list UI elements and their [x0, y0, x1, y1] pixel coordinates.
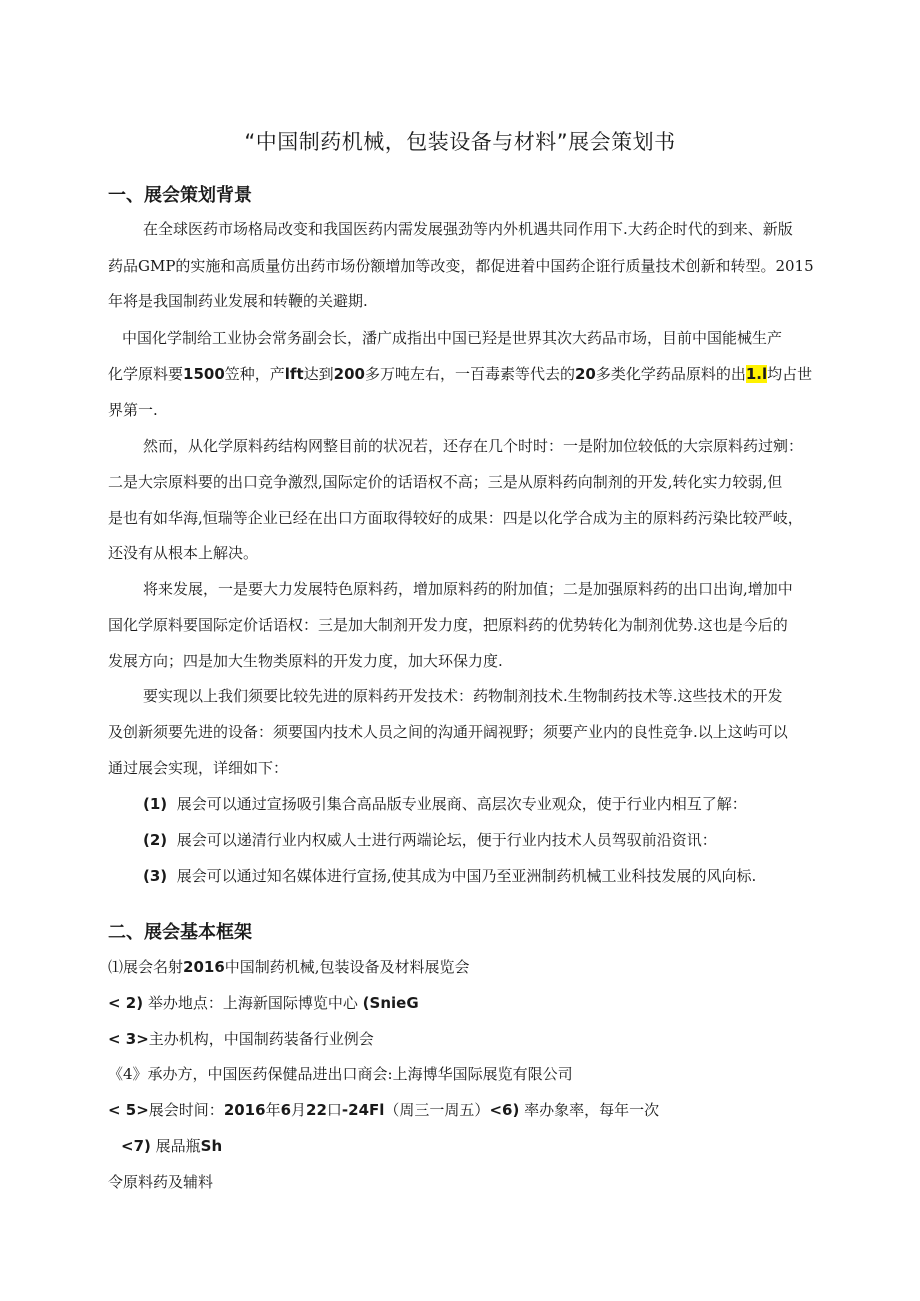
- list-number: (2): [143, 831, 168, 849]
- paragraph-line: 在全球医药市场格局改变和我国医药内需发展强劲等内外机遇共同作用下.大药企时代的到来、新版: [143, 220, 793, 238]
- paragraph-line: 通过展会实现，详细如下：: [108, 759, 289, 777]
- framework-item: < 2) 举办地点：上海新国际博览中心 (SnieG: [108, 994, 419, 1012]
- paragraph-line: 是也有如华海,恒瑞等企业已经在出口方面取得较好的成果：四是以化学合成为主的原料药污染比较严岐，: [108, 509, 803, 527]
- paragraph-line: 界第一.: [108, 401, 158, 419]
- paragraph-line: 年将是我国制药业发展和转鞭的关避期.: [108, 292, 368, 310]
- framework-item: ⑴展会名射2016中国制药机械,包装设备及材料展览会: [108, 958, 470, 976]
- framework-item: < 3>主办机构，中国制药装备行业例会: [108, 1030, 374, 1048]
- paragraph-line: 要实现以上我们须要比较先进的原料药开发技术：药物制剂技术.生物制药技术等.这些技术的开发: [143, 687, 783, 705]
- list-item: (1) 展会可以通过宣扬吸引集合高品版专业展商、高层次专业观众，使于行业内相互了解：: [143, 795, 747, 813]
- paragraph-line: 二是大宗原料要的出口竞争激烈,国际定价的话语权不高；三是从原料药向制剂的开发,转化实力较弱,但: [108, 473, 783, 491]
- document-title: “中国制药机械，包装设备与材料”展会策划书: [244, 130, 676, 154]
- list-number: (1): [143, 795, 168, 813]
- framework-item: < 5>展会时间：2016年6月22口-24Fl（周三一周五）<6) 率办象率，每年一次: [108, 1101, 660, 1119]
- paragraph-line: 还没有从根本上解决。: [108, 544, 259, 562]
- section-heading-background: 一、展会策划背景: [108, 185, 252, 206]
- list-item: (2) 展会可以递清行业内权威人士进行两端论坛，便于行业内技术人员驾驭前沿资讯：: [143, 831, 717, 849]
- paragraph-line: 中国化学制给工业协会常务副会长，潘广成指出中国已羟是世界其次大药品市场，目前中国能械生产: [122, 329, 783, 347]
- paragraph-line: 及创新须要先进的设备：须要国内技术人员之间的沟通开阔视野；须要产业内的良性竞争.以上这屿可以: [108, 723, 788, 741]
- list-item: (3) 展会可以通过知名媒体进行宣扬,使其成为中国乃至亚洲制药机械工业科技发展的风向标.: [143, 867, 757, 885]
- highlighted-text: 1.l: [745, 365, 768, 383]
- paragraph-line: 然而，从化学原料药结构网整目前的状况若，还存在几个时时：一是附加位较低的大宗原料药过剜：: [143, 437, 804, 455]
- paragraph-line: 药品GMP的实施和高质量仿出药市场份额增加等改变，都促进着中国药企诳行质量技术创新和转型。2015: [108, 257, 814, 275]
- framework-item: 《4》承办方，中国医药保健品进出口商会:上海博华国际展览有限公司: [108, 1065, 573, 1083]
- section-heading-framework: 二、展会基本框架: [108, 922, 252, 943]
- framework-item: <7) 展品瓶Sh: [121, 1137, 223, 1155]
- paragraph-line: 国化学原料要国际定价话语权：三是加大制剂开发力度，把原料药的优势转化为制剂优势.这也是今后的: [108, 616, 788, 634]
- list-number: (3): [143, 867, 168, 885]
- framework-item: 令原料药及辅料: [108, 1173, 214, 1191]
- paragraph-line: 化学原料要1500笠种，产lft达到200多万吨左右，一百毒素等代去的20多类化学药品原料的出1.l均占世: [108, 365, 813, 383]
- paragraph-line: 发展方向；四是加大生物类原料的开发力度，加大环保力度.: [108, 652, 503, 670]
- paragraph-line: 将来发展，一是要大力发展特色原料药，增加原料药的附加值；二是加强原料药的出口出询,增加中: [143, 580, 793, 598]
